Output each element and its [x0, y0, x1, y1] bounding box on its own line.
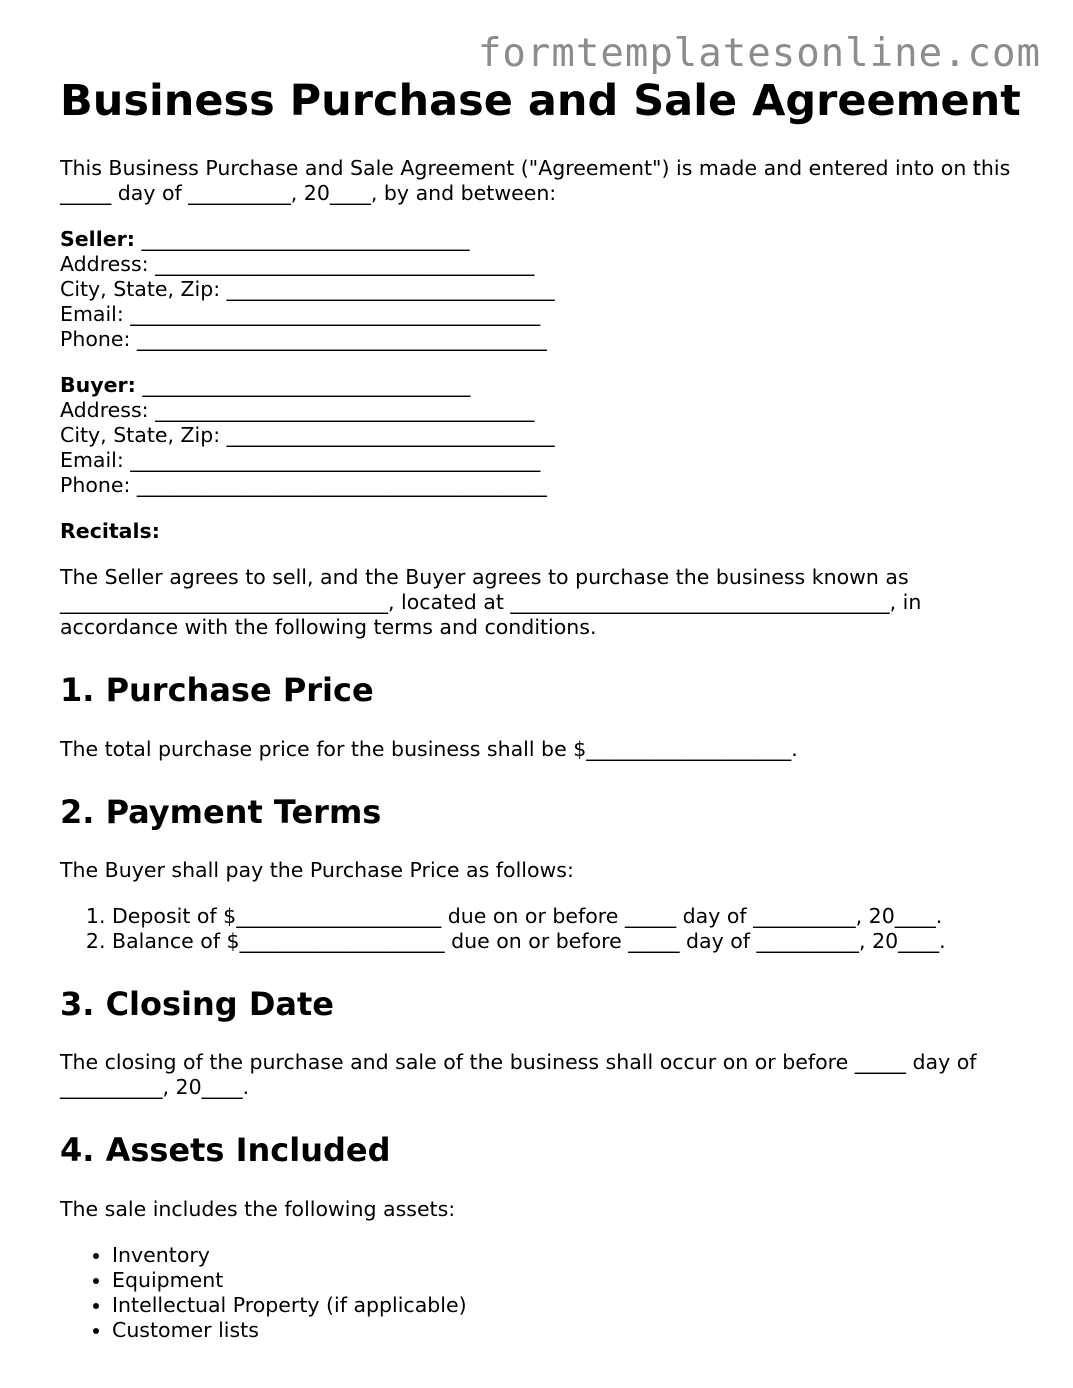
assets-paragraph: The sale includes the following assets: [60, 1196, 456, 1221]
intro-paragraph: This Business Purchase and Sale Agreement ("Agreement") is made and entered into on this _____ day of __________, 20____, by and between: [60, 156, 1011, 206]
section-heading-payment-terms: 2. Payment Terms [60, 792, 382, 831]
payment-item-balance: 2. Balance of $____________________ due on or before _____ day of __________, 20____. [112, 929, 1020, 954]
assets-list [60, 1243, 1020, 1343]
seller-name-blank: ________________________________ [134, 227, 470, 252]
section-heading-closing-date: 3. Closing Date [60, 985, 334, 1024]
seller-block [60, 227, 1020, 352]
buyer-phone-line: Phone: ________________________________________ [60, 473, 547, 498]
seller-city-line: City, State, Zip: ________________________________ [60, 277, 555, 302]
buyer-city-line: City, State, Zip: ________________________________ [60, 423, 555, 448]
asset-item: • Inventory [112, 1243, 1020, 1268]
seller-name-line [60, 227, 1020, 252]
buyer-name-blank: ________________________________ [135, 373, 471, 398]
recitals-paragraph: The Seller agrees to sell, and the Buyer agrees to purchase the business known as ________________________________, located at _____________________________________, in accordance with the following terms and conditions. [60, 565, 922, 640]
document-page [60, 78, 1020, 1343]
asset-item: • Customer lists [112, 1318, 1020, 1343]
section-heading-assets: 4. Assets Included [60, 1131, 391, 1170]
buyer-name-line [60, 373, 1020, 398]
asset-item: • Equipment [112, 1268, 1020, 1293]
purchase-price-paragraph: The total purchase price for the business shall be $____________________. [60, 736, 798, 761]
buyer-label: Buyer: [60, 373, 136, 398]
seller-phone-line: Phone: ________________________________________ [60, 327, 547, 352]
section-heading-purchase-price: 1. Purchase Price [60, 671, 374, 710]
buyer-address-line: Address: _____________________________________ [60, 398, 535, 423]
asset-item: • Intellectual Property (if applicable) [112, 1293, 1020, 1318]
buyer-block [60, 373, 1020, 498]
watermark: formtemplatesonline.com [477, 31, 1041, 76]
seller-label: Seller: [60, 227, 135, 252]
buyer-email-line: Email: ________________________________________ [60, 448, 541, 473]
payment-terms-list [60, 904, 1020, 954]
seller-address-line: Address: _____________________________________ [60, 252, 535, 277]
recitals-heading: Recitals: [60, 519, 160, 544]
seller-email-line: Email: ________________________________________ [60, 302, 541, 327]
payment-item-deposit: 1. Deposit of $____________________ due on or before _____ day of __________, 20____. [112, 904, 1020, 929]
payment-terms-paragraph: The Buyer shall pay the Purchase Price as follows: [60, 858, 574, 883]
document-title: Business Purchase and Sale Agreement [60, 76, 1021, 126]
closing-date-paragraph: The closing of the purchase and sale of the business shall occur on or before _____ day of __________, 20____. [60, 1050, 977, 1100]
